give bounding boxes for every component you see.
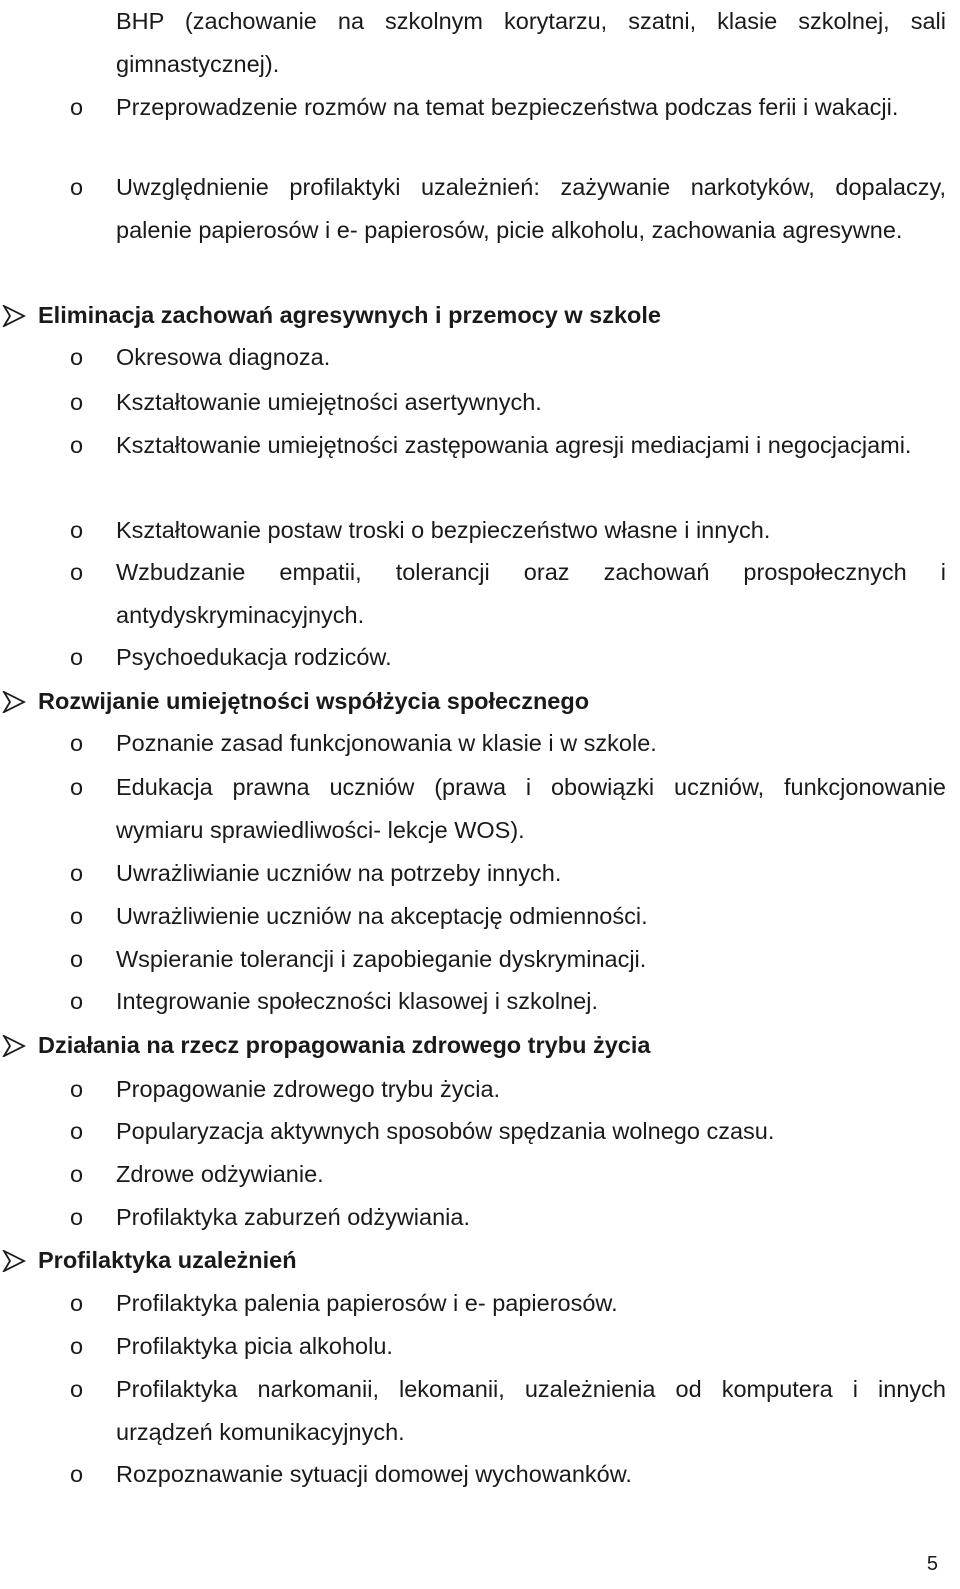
list-item-text: Edukacja prawna uczniów (prawa i obowiązki uczniów, funkcjonowanie wymiaru sprawiedliwości- lekcje WOS).	[116, 774, 946, 843]
list-item-text: Propagowanie zdrowego trybu życia.	[116, 1076, 501, 1102]
list-item	[0, 424, 946, 467]
list-item-text: Profilaktyka zaburzeń odżywiania.	[116, 1204, 470, 1230]
list-item-text: Kształtowanie umiejętności zastępowania agresji mediacjami i negocjacjami.	[116, 432, 912, 458]
list-item	[0, 509, 946, 552]
list-item	[0, 166, 946, 252]
list-item-text: Wzbudzanie empatii, tolerancji oraz zachowań prospołecznych i antydyskryminacyjnych.	[116, 559, 946, 628]
list-item-text: Popularyzacja aktywnych sposobów spędzania wolnego czasu.	[116, 1118, 775, 1144]
list-item-text: Rozpoznawanie sytuacji domowej wychowanków.	[116, 1461, 632, 1487]
circle-bullet: o	[70, 94, 84, 120]
list-item	[0, 852, 946, 895]
section-heading	[0, 1024, 946, 1067]
list-item	[0, 766, 946, 852]
list-item	[0, 336, 946, 379]
circle-bullet: o	[70, 432, 84, 458]
arrowhead-bullet-icon	[2, 691, 26, 713]
section-heading-text: Rozwijanie umiejętności współżycia społecznego	[38, 688, 590, 714]
circle-bullet: o	[70, 774, 84, 800]
list-item	[0, 722, 946, 765]
list-item	[0, 895, 946, 938]
circle-bullet: o	[70, 644, 84, 670]
circle-bullet: o	[70, 730, 84, 756]
circle-bullet: o	[70, 344, 84, 370]
arrowhead-bullet-icon	[2, 1035, 26, 1057]
list-item-text: Zdrowe odżywianie.	[116, 1161, 324, 1187]
circle-bullet: o	[70, 946, 84, 972]
section-heading	[0, 294, 946, 337]
list-item-text: Wspieranie tolerancji i zapobieganie dyskryminacji.	[116, 946, 647, 972]
list-item-text: Uwrażliwianie uczniów na potrzeby innych.	[116, 860, 562, 886]
list-item	[0, 381, 946, 424]
list-item	[0, 1368, 946, 1454]
list-item	[0, 1453, 946, 1496]
list-item	[0, 1153, 946, 1196]
circle-bullet: o	[70, 517, 84, 543]
list-item	[0, 1068, 946, 1111]
list-item	[0, 1110, 946, 1153]
list-item	[0, 86, 946, 129]
list-item-text: Poznanie zasad funkcjonowania w klasie i w szkole.	[116, 730, 657, 756]
list-item	[0, 1325, 946, 1368]
list-item	[0, 1196, 946, 1239]
list-item-text: Okresowa diagnoza.	[116, 344, 331, 370]
circle-bullet: o	[70, 1376, 84, 1402]
circle-bullet: o	[70, 1290, 84, 1316]
circle-bullet: o	[70, 1161, 84, 1187]
list-item-text: Kształtowanie postaw troski o bezpieczeństwo własne i innych.	[116, 517, 771, 543]
section-heading	[0, 1239, 946, 1282]
list-item	[0, 938, 946, 981]
list-item-text: Profilaktyka picia alkoholu.	[116, 1333, 393, 1359]
circle-bullet: o	[70, 903, 84, 929]
circle-bullet: o	[70, 174, 84, 200]
list-item	[0, 551, 946, 637]
continuation-text: BHP (zachowanie na szkolnym korytarzu, szatni, klasie szkolnej, sali gimnastycznej).	[116, 8, 946, 77]
section-heading	[0, 680, 946, 723]
circle-bullet: o	[70, 389, 84, 415]
list-item	[0, 1282, 946, 1325]
circle-bullet: o	[70, 1204, 84, 1230]
list-item	[0, 980, 946, 1023]
list-item-text: Uwrażliwienie uczniów na akceptację odmienności.	[116, 903, 648, 929]
circle-bullet: o	[70, 1333, 84, 1359]
circle-bullet: o	[70, 988, 84, 1014]
section-heading-text: Profilaktyka uzależnień	[38, 1247, 297, 1273]
list-item-text: Psychoedukacja rodziców.	[116, 644, 392, 670]
list-item-text: Profilaktyka palenia papierosów i e- papierosów.	[116, 1290, 618, 1316]
list-item-text: Integrowanie społeczności klasowej i szkolnej.	[116, 988, 598, 1014]
arrowhead-bullet-icon	[2, 1250, 26, 1272]
list-item-text: Uwzględnienie profilaktyki uzależnień: zażywanie narkotyków, dopalaczy, palenie papierosów i e- papierosów, picie alkoholu, zachowania agresywne.	[116, 174, 946, 243]
list-item	[0, 636, 946, 679]
page-number: 5	[926, 1553, 938, 1575]
circle-bullet: o	[70, 1076, 84, 1102]
list-item-text: Kształtowanie umiejętności asertywnych.	[116, 389, 542, 415]
circle-bullet: o	[70, 1118, 84, 1144]
circle-bullet: o	[70, 559, 84, 585]
circle-bullet: o	[70, 860, 84, 886]
list-item-text: Przeprowadzenie rozmów na temat bezpieczeństwa podczas ferii i wakacji.	[116, 94, 899, 120]
section-heading-text: Eliminacja zachowań agresywnych i przemocy w szkole	[38, 302, 661, 328]
arrowhead-bullet-icon	[2, 305, 26, 327]
circle-bullet: o	[70, 1461, 84, 1487]
section-heading-text: Działania na rzecz propagowania zdrowego trybu życia	[38, 1032, 651, 1058]
list-item-text: Profilaktyka narkomanii, lekomanii, uzależnienia od komputera i innych urządzeń komunikacyjnych.	[116, 1376, 946, 1445]
